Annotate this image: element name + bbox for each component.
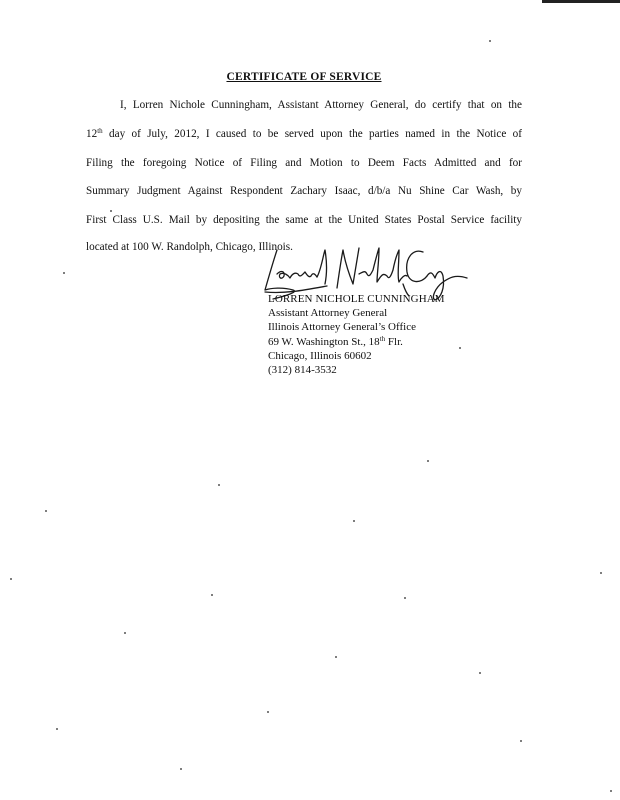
signer-phone: (312) 814-3532 <box>268 364 337 377</box>
ordinal-suffix: th <box>97 127 103 135</box>
body-line-1: I, Lorren Nichole Cunningham, Assistant Attorney General, do certify that on the <box>120 99 522 111</box>
body-line-3: Filing the foregoing Notice of Filing and Motion to Deem Facts Admitted and for <box>86 157 522 169</box>
scan-speck <box>600 572 602 574</box>
scan-edge-mark <box>542 0 620 3</box>
address-ordinal: th <box>379 334 386 343</box>
certificate-title: CERTIFICATE OF SERVICE <box>226 71 382 83</box>
scan-speck <box>10 578 12 580</box>
body-line-4: Summary Judgment Against Respondent Zachary Isaac, d/b/a Nu Shine Car Wash, by <box>86 185 522 197</box>
scan-speck <box>56 728 58 730</box>
address-floor: Flr. <box>385 335 403 348</box>
signer-office: Illinois Attorney General’s Office <box>268 321 416 334</box>
scan-speck <box>404 597 406 599</box>
scan-speck <box>218 484 220 486</box>
signer-name: LORREN NICHOLE CUNNINGHAM <box>268 293 445 305</box>
scan-speck <box>520 740 522 742</box>
service-day: 12 <box>86 128 98 140</box>
scan-speck <box>211 594 213 596</box>
scan-speck <box>63 272 65 274</box>
scan-speck <box>459 347 461 349</box>
scan-speck <box>427 460 429 462</box>
signer-address <box>268 335 445 349</box>
scan-speck <box>124 632 126 634</box>
scan-speck <box>335 656 337 658</box>
scan-speck <box>180 768 182 770</box>
address-street: 69 W. Washington St., 18 <box>268 335 380 348</box>
body-line-6: located at 100 W. Randolph, Chicago, Illinois. <box>86 241 293 253</box>
scan-speck <box>610 790 612 792</box>
scan-speck <box>489 40 491 42</box>
body-line-5: First Class U.S. Mail by depositing the same at the United States Postal Service facility <box>86 214 522 226</box>
body-line-2-text: day of July, 2012, I caused to be served upon the parties named in the Notice of <box>102 128 522 140</box>
scan-speck <box>45 510 47 512</box>
signature-block <box>268 292 445 377</box>
scan-speck <box>110 210 112 212</box>
scan-speck <box>353 520 355 522</box>
signer-city: Chicago, Illinois 60602 <box>268 349 372 362</box>
body-line-2 <box>86 127 522 141</box>
scan-speck <box>479 672 481 674</box>
scan-speck <box>267 711 269 713</box>
signer-title: Assistant Attorney General <box>268 307 388 320</box>
